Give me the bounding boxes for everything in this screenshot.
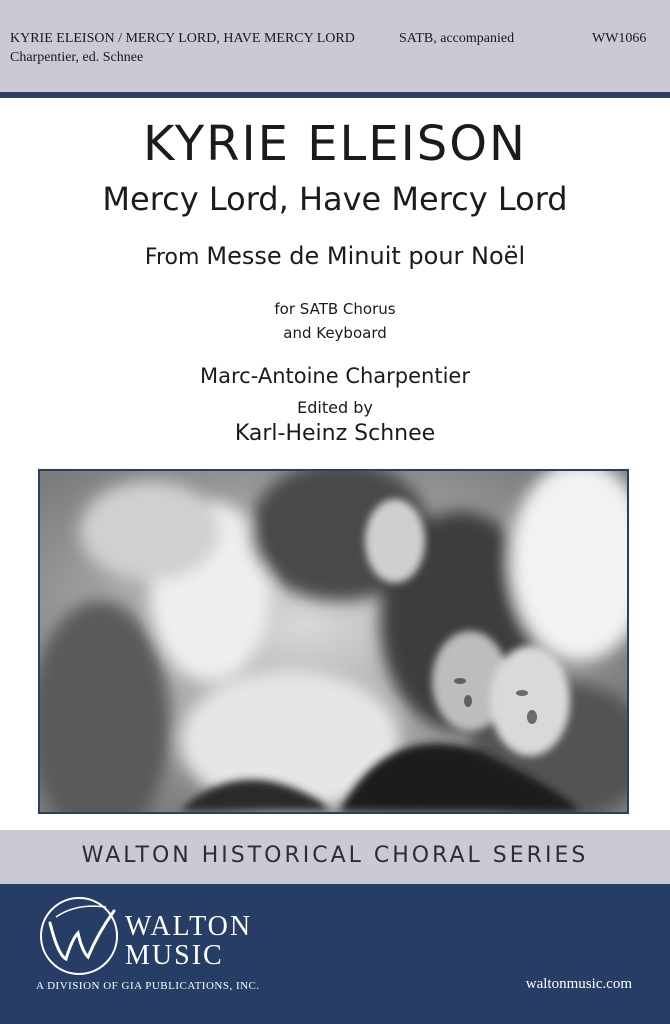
header-voicing: SATB, accompanied <box>399 31 515 46</box>
division-line: A DIVISION OF GIA PUBLICATIONS, INC. <box>36 980 260 992</box>
series-title: WALTON HISTORICAL CHORAL SERIES <box>81 843 589 868</box>
voicing-line-2: and Keyboard <box>283 324 387 342</box>
header-composer-line: Charpentier, ed. Schnee <box>10 50 144 65</box>
header-rule <box>0 92 670 98</box>
cover-photograph <box>38 469 629 814</box>
from-work: Messe de Minuit pour Noël <box>206 242 526 270</box>
cover-subtitle: Mercy Lord, Have Mercy Lord <box>102 180 568 218</box>
walton-logo-icon <box>36 893 122 979</box>
header-title-line: KYRIE ELEISON / MERCY LORD, HAVE MERCY LORD <box>10 31 355 46</box>
website-link[interactable]: waltonmusic.com <box>525 976 632 992</box>
cover-title: KYRIE ELEISON <box>143 116 527 172</box>
from-prefix: From <box>144 245 200 270</box>
composer-name: Marc-Antoine Charpentier <box>200 364 470 388</box>
choir-photo-illustration <box>40 471 627 812</box>
editor-name: Karl-Heinz Schnee <box>234 421 436 446</box>
edited-by-label: Edited by <box>297 398 373 417</box>
brand-line-1: WALTON <box>125 911 253 942</box>
header-catalog-number: WW1066 <box>592 31 647 46</box>
voicing-line-1: for SATB Chorus <box>274 300 396 318</box>
brand-line-2: MUSIC <box>125 940 224 971</box>
from-line <box>0 242 670 270</box>
